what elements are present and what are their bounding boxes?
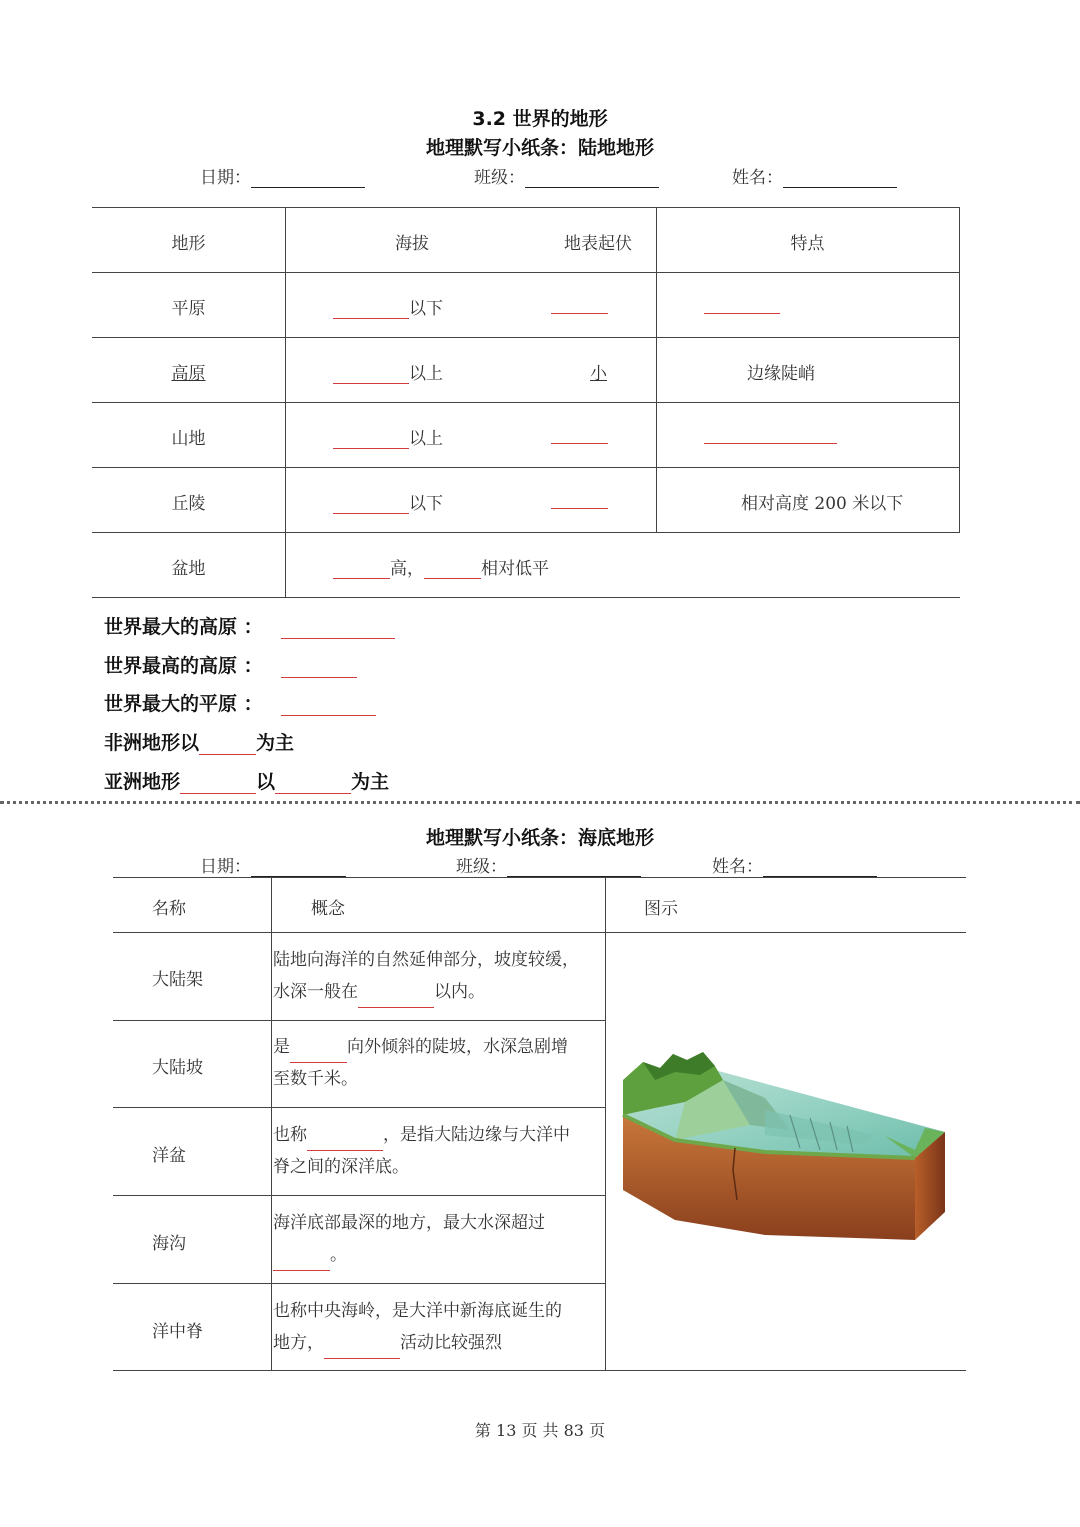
answer-blank[interactable] <box>281 659 357 678</box>
answer-blank[interactable] <box>551 490 608 509</box>
date-label-2: 日期： <box>200 857 251 877</box>
worksheet-title-land: 地理默写小纸条：陆地地形 <box>425 137 654 159</box>
answer-blank[interactable] <box>333 365 409 384</box>
row-ridge-concept: 也称中央海岭，是大洋中新海底诞生的 地方， 活动比较强烈 <box>273 1295 603 1359</box>
row-ridge-name: 洋中脊 <box>152 1322 203 1342</box>
answer-blank[interactable] <box>333 300 409 319</box>
row-basin-name: 洋盆 <box>152 1146 186 1166</box>
header-terrain: 地形 <box>171 234 206 254</box>
cut-line <box>0 801 1080 804</box>
class-field <box>474 163 659 188</box>
class-field-2 <box>456 852 641 877</box>
name-label-2: 姓名： <box>712 857 763 877</box>
row-slope-concept: 是 向外倾斜的陡坡，水深急剧增 至数千米。 <box>273 1037 568 1089</box>
page-title: 3.2 世界的地形 <box>472 108 608 130</box>
row-trench-name: 海沟 <box>152 1234 186 1254</box>
row-basin-concept: 也称 ，是指大陆边缘与大洋中 脊之间的深洋底。 <box>273 1125 570 1177</box>
row-mountain-name: 山地 <box>171 429 206 449</box>
answer-blank[interactable] <box>199 736 256 755</box>
row-shelf-concept: 陆地向海洋的自然延伸部分，坡度较缓， 水深一般在 以内。 <box>273 944 603 1008</box>
row-hill-relief <box>551 489 608 509</box>
answer-blank[interactable] <box>333 430 409 449</box>
answer-blank[interactable] <box>324 1340 400 1359</box>
page-number: 第 13 页 共 83 页 <box>474 1421 606 1440</box>
date-field <box>200 163 365 188</box>
row-plateau-elevation: 以上 <box>333 359 443 384</box>
row-plain-feature <box>704 294 780 314</box>
answer-blank[interactable] <box>333 495 409 514</box>
class-label-2: 班级： <box>456 857 507 877</box>
answer-blank[interactable] <box>275 775 351 794</box>
row-plateau-feature: 边缘陡峭 <box>747 364 815 384</box>
row-slope-name: 大陆坡 <box>152 1058 203 1078</box>
row-shelf-name: 大陆架 <box>152 970 203 990</box>
class-blank[interactable] <box>525 169 659 188</box>
answer-blank[interactable] <box>281 620 395 639</box>
header-concept: 概念 <box>311 899 345 919</box>
answer-blank[interactable] <box>424 560 481 579</box>
header-relief: 地表起伏 <box>564 234 632 254</box>
header-diagram: 图示 <box>644 899 678 919</box>
name-label: 姓名： <box>732 168 783 188</box>
question-asia-terrain: 亚洲地形 以 为主 <box>104 771 390 793</box>
worksheet-title-seafloor: 地理默写小纸条：海底地形 <box>425 827 654 849</box>
row-plateau-name: 高原 <box>171 364 206 384</box>
row-mountain-elevation: 以上 <box>333 424 443 449</box>
question-largest-plain: 世界最大的平原 ： <box>104 689 376 716</box>
class-label: 班级： <box>474 168 525 188</box>
date-blank[interactable] <box>251 169 365 188</box>
name-blank-2[interactable] <box>763 858 877 877</box>
row-hill-elevation: 以下 <box>333 489 443 514</box>
answer-blank[interactable] <box>704 425 837 444</box>
answer-blank[interactable] <box>281 697 376 716</box>
answer-blank[interactable] <box>551 295 608 314</box>
row-mountain-feature <box>704 424 837 444</box>
answer-blank[interactable] <box>180 775 256 794</box>
header-name: 名称 <box>152 899 186 919</box>
date-field-2 <box>200 852 346 877</box>
answer-blank[interactable] <box>704 295 780 314</box>
name-field-2 <box>712 852 877 877</box>
row-basin-name: 盆地 <box>171 559 206 579</box>
question-largest-plateau: 世界最大的高原 ： <box>104 612 395 639</box>
row-mountain-relief <box>551 424 608 444</box>
date-blank-2[interactable] <box>251 858 346 877</box>
answer-blank[interactable] <box>358 989 434 1008</box>
name-blank[interactable] <box>783 169 897 188</box>
row-trench-concept: 海洋底部最深的地方，最大水深超过 。 <box>273 1207 603 1271</box>
header-elevation: 海拔 <box>395 234 429 254</box>
row-hill-name: 丘陵 <box>171 494 206 514</box>
answer-blank[interactable] <box>551 425 608 444</box>
answer-blank[interactable] <box>333 560 390 579</box>
answer-blank[interactable] <box>290 1044 347 1063</box>
question-highest-plateau: 世界最高的高原 ： <box>104 651 357 678</box>
row-plateau-relief: 小 <box>590 364 607 384</box>
row-basin-description: 高， 相对低平 <box>333 554 549 579</box>
date-label: 日期： <box>200 168 251 188</box>
row-plain-relief <box>551 294 608 314</box>
row-hill-feature: 相对高度 200 米以下 <box>741 494 904 514</box>
name-field <box>732 163 897 188</box>
row-plain-elevation: 以下 <box>333 294 443 319</box>
answer-blank[interactable] <box>273 1252 330 1271</box>
question-africa-terrain: 非洲地形以 为主 <box>104 732 295 754</box>
class-blank-2[interactable] <box>507 858 641 877</box>
row-plain-name: 平原 <box>171 299 206 319</box>
seafloor-diagram <box>615 1040 960 1255</box>
answer-blank[interactable] <box>307 1132 383 1151</box>
header-feature: 特点 <box>790 234 825 254</box>
